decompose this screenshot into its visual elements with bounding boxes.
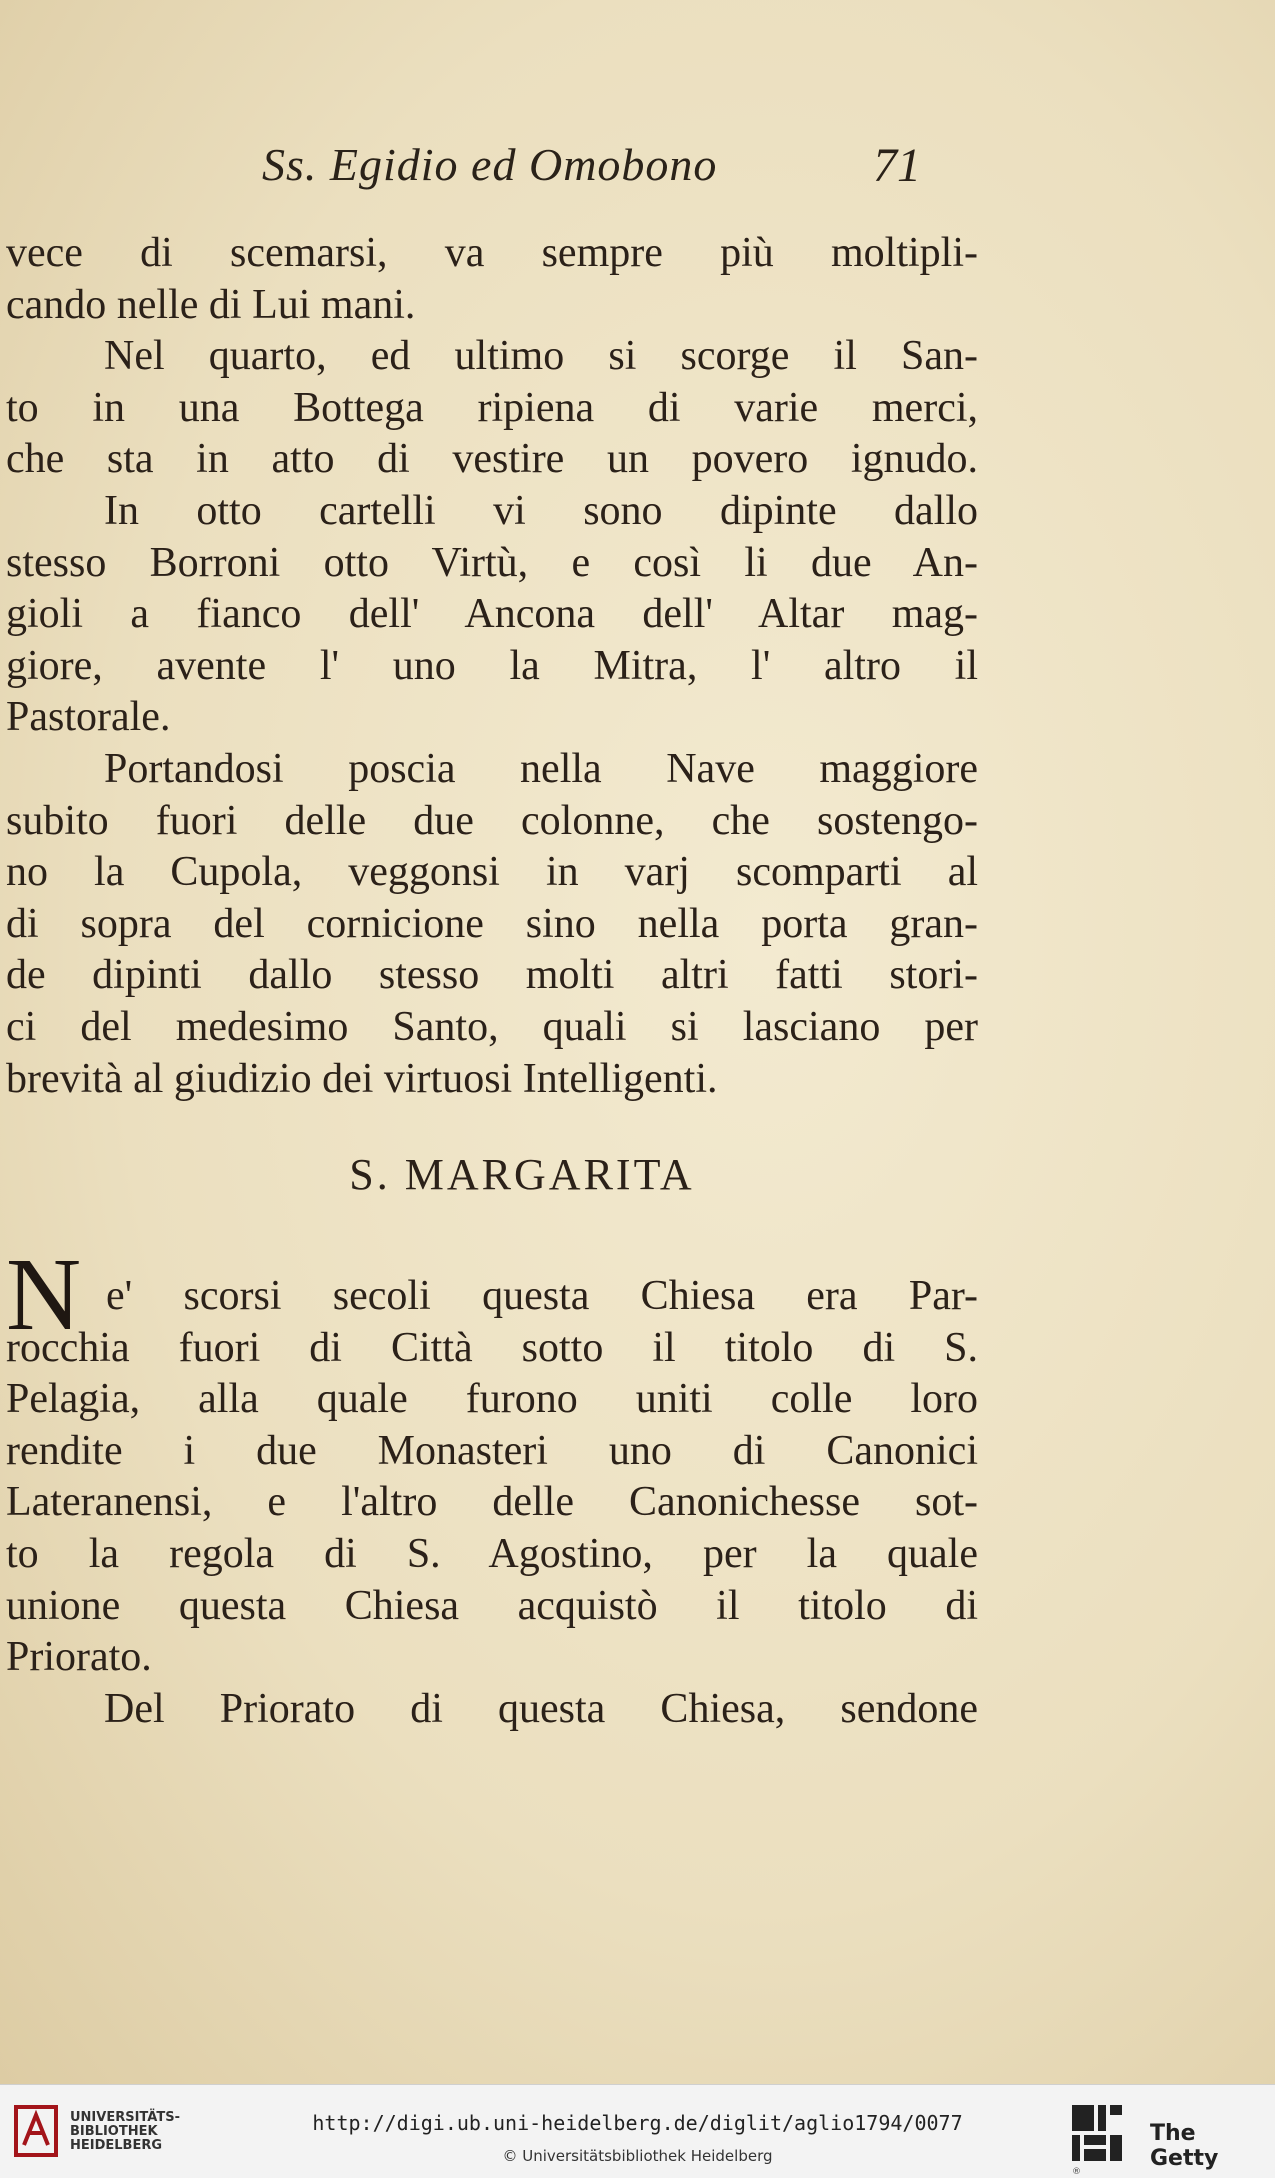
- text-line: unione questa Chiesa acquistò il titolo di: [6, 1582, 978, 1629]
- copyright-notice: © Universitätsbibliothek Heidelberg: [502, 2147, 773, 2165]
- registered-mark: ®: [1072, 2167, 1081, 2177]
- page-header: [0, 138, 1275, 198]
- library-name-line: HEIDELBERG: [70, 2138, 163, 2153]
- text-line: Portandosi poscia nella Nave maggiore: [104, 745, 978, 792]
- text-line: to la regola di S. Agostino, per la quale: [6, 1531, 978, 1578]
- library-name-line: BIBLIOTHEK: [70, 2124, 158, 2139]
- text-line: rendite i due Monasteri uno di Canonici: [6, 1427, 978, 1474]
- text-line: cando nelle di Lui mani.: [6, 281, 416, 328]
- permalink-url[interactable]: http://digi.ub.uni-heidelberg.de/diglit/aglio1794/0077: [312, 2111, 963, 2135]
- text-line: Priorato.: [6, 1634, 152, 1681]
- drop-cap-paragraph: [6, 1237, 978, 1684]
- viewer-footer: [0, 2084, 1275, 2178]
- text-line: stesso Borroni otto Virtù, e così li due An-: [6, 539, 978, 586]
- text-line: de dipinti dallo stesso molti altri fatti stori-: [6, 952, 978, 999]
- text-line: In otto cartelli vi sono dipinte dallo: [104, 487, 978, 534]
- page-number: 71: [873, 139, 921, 192]
- running-title: Ss. Egidio ed Omobono: [262, 139, 718, 190]
- text-line: no la Cupola, veggonsi in varj scomparti al: [6, 849, 978, 896]
- text-line: Pastorale.: [6, 694, 171, 741]
- text-line: subito fuori delle due colonne, che sostengo-: [6, 797, 978, 844]
- text-line: to in una Bottega ripiena di varie merci,: [6, 384, 978, 431]
- text-line: Nel quarto, ed ultimo si scorge il San-: [104, 333, 978, 380]
- body-text: [6, 228, 978, 1735]
- text-line: e' scorsi secoli questa Chiesa era Par-: [106, 1273, 978, 1320]
- text-line: gioli a fianco dell' Ancona dell' Altar mag-: [6, 591, 978, 638]
- text-line: Lateranensi, e l'altro delle Canonichesse sot-: [6, 1479, 978, 1526]
- getty-emblem-icon: [1070, 2103, 1124, 2163]
- drop-cap: N: [6, 1237, 82, 1353]
- text-line: brevità al giudizio dei virtuosi Intelligenti.: [6, 1055, 718, 1102]
- text-line: ci del medesimo Santo, quali si lasciano per: [6, 1003, 978, 1050]
- text-line: Pelagia, alla quale furono uniti colle loro: [6, 1376, 978, 1423]
- text-line: che sta in atto di vestire un povero ignudo.: [6, 436, 978, 483]
- getty-logo[interactable]: [1070, 2103, 1270, 2177]
- text-line: vece di scemarsi, va sempre più moltipli-: [6, 230, 978, 276]
- text-line: giore, avente l' uno la Mitra, l' altro il: [6, 642, 978, 689]
- library-name-line: UNIVERSITÄTS-: [70, 2110, 180, 2125]
- text-line: rocchia fuori di Città sotto il titolo di S.: [6, 1324, 978, 1371]
- text-line: di sopra del cornicione sino nella porta gran-: [6, 900, 978, 947]
- text-line: Del Priorato di questa Chiesa, sendone: [104, 1685, 978, 1732]
- getty-label: The Getty: [1150, 2121, 1219, 2171]
- section-heading: S. MARGARITA: [349, 1150, 695, 1200]
